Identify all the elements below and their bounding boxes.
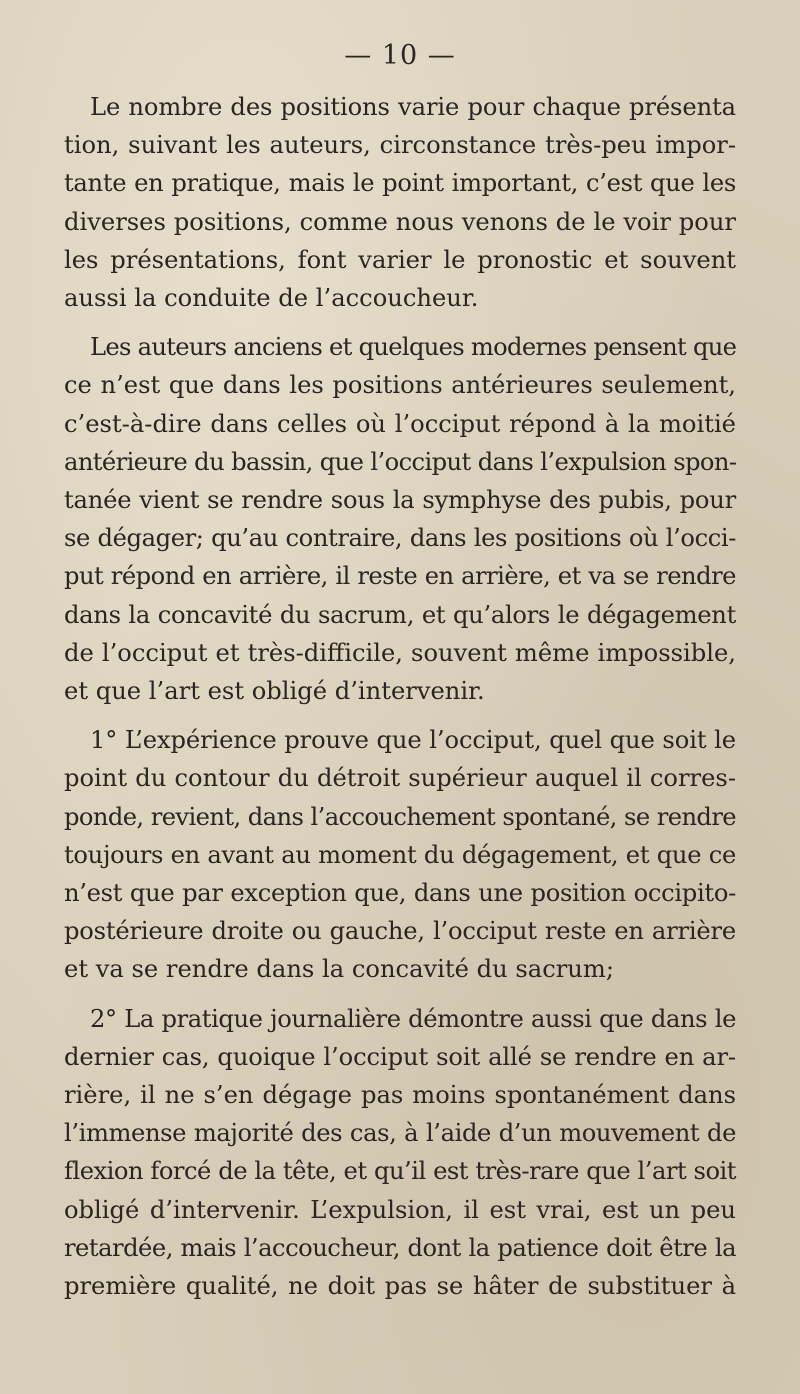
text-line: tion, suivant les auteurs, circonstance très-peu impor- [64, 131, 736, 160]
paragraph-2 [64, 328, 736, 710]
text-line: et va se rendre dans la concavité du sacrum; [64, 955, 614, 984]
text-line: retardée, mais l’accoucheur, dont la patience doit être la [64, 1233, 736, 1262]
body-text [64, 88, 736, 1316]
text-line: obligé d’intervenir. L’expulsion, il est vrai, est un peu [64, 1195, 736, 1224]
text-line: l’immense majorité des cas, à l’aide d’un mouvement de [64, 1119, 736, 1148]
text-line: point du contour du détroit supérieur auquel il corres- [64, 764, 736, 793]
text-line: antérieure du bassin, que l’occiput dans l’expulsion spon- [64, 447, 737, 476]
text-line: 1° L’expérience prouve que l’occiput, quel que soit le [90, 726, 736, 755]
text-line: et que l’art est obligé d’intervenir. [64, 677, 485, 706]
text-line: rière, il ne s’en dégage pas moins spontanément dans [64, 1081, 736, 1110]
text-line: dans la concavité du sacrum, et qu’alors le dégagement [64, 600, 736, 629]
paragraph-3 [64, 721, 736, 988]
text-line: n’est que par exception que, dans une position occipito- [64, 879, 736, 908]
text-line: diverses positions, comme nous venons de le voir pour [64, 207, 736, 236]
paragraph-4 [64, 1000, 736, 1306]
text-line: 2° La pratique journalière démontre aussi que dans le [90, 1004, 736, 1033]
text-line: flexion forcé de la tête, et qu’il est très-rare que l’art soit [64, 1157, 736, 1186]
text-line: de l’occiput et très-difficile, souvent même impossible, [64, 638, 736, 667]
text-line: postérieure droite ou gauche, l’occiput reste en arrière [64, 917, 736, 946]
text-line: première qualité, ne doit pas se hâter de substituer à [64, 1272, 736, 1301]
text-line: dernier cas, quoique l’occiput soit allé se rendre en ar- [64, 1042, 736, 1071]
text-line: les présentations, font varier le pronostic et souvent [64, 245, 736, 274]
page-number: — 10 — [344, 40, 456, 71]
text-line: tanée vient se rendre sous la symphyse des pubis, pour [64, 486, 736, 515]
text-line: c’est-à-dire dans celles où l’occiput répond à la moitié [64, 409, 736, 438]
text-line: ponde, revient, dans l’accouchement spontané, se rendre [64, 802, 736, 831]
text-line: Le nombre des positions varie pour chaque présenta [90, 93, 736, 121]
paragraph-1 [64, 88, 736, 317]
text-line: se dégager; qu’au contraire, dans les positions où l’occi- [64, 524, 736, 553]
text-line: toujours en avant au moment du dégagement, et que ce [64, 840, 736, 869]
text-line: Les auteurs anciens et quelques modernes pensent que [90, 333, 737, 362]
text-line: ce n’est que dans les positions antérieures seulement, [64, 371, 736, 400]
text-line: put répond en arrière, il reste en arrière, et va se rendre [64, 562, 736, 591]
text-line: tante en pratique, mais le point important, c’est que les [64, 169, 736, 198]
text-line: aussi la conduite de l’accoucheur. [64, 284, 479, 313]
